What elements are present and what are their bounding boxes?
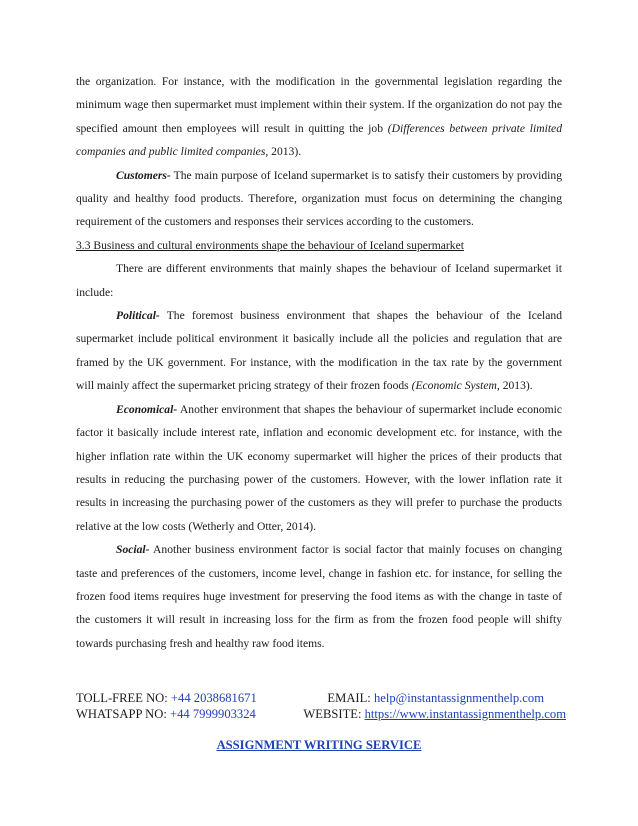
term-political: Political- <box>116 309 160 323</box>
paragraph-economical <box>76 398 562 538</box>
citation-tail: , 2013). <box>265 145 302 159</box>
term-social: Social- <box>116 543 150 557</box>
footer-row-1 <box>76 690 566 706</box>
term-economical: Economical- <box>116 402 178 416</box>
citation: (Economic System, <box>411 379 500 393</box>
tollfree: TOLL-FREE NO: +44 2038681671 <box>76 691 257 705</box>
email: EMAIL: help@instantassignmenthelp.com <box>327 691 544 705</box>
term-customers: Customers- <box>116 168 171 182</box>
tollfree-number[interactable]: +44 2038681671 <box>170 691 257 705</box>
whatsapp: WHATSAPP NO: +44 7999903324 <box>76 707 256 721</box>
service-banner-link[interactable]: ASSIGNMENT WRITING SERVICE <box>216 738 422 752</box>
paragraph-wage <box>76 70 562 164</box>
email-link[interactable]: help@instantassignmenthelp.com <box>373 691 544 705</box>
paragraph-text: The foremost business environment that shapes the behaviour of the Iceland supermarket include political environment it basically include all the policies and regulation that are framed by the UK government. For instance, with the modification in the tax rate by the government will mainly affect the supermarket pricing strategy of their frozen foods <box>76 309 562 393</box>
citation-tail: 2013). <box>499 379 533 393</box>
contact-footer <box>76 690 566 722</box>
body-text <box>76 70 562 655</box>
paragraph-social <box>76 538 562 655</box>
paragraph-intro: There are different environments that mainly shapes the behaviour of Iceland supermarket it include: <box>76 262 562 299</box>
paragraph-customers <box>76 164 562 234</box>
paragraph-text: the organization. For instance, with the modification in the governmental legislation regarding the minimum wage then supermarket must implement within their system. If the organization do not pay the specified amount then employees will result in quitting the job <box>76 75 562 135</box>
footer-row-2 <box>76 706 566 722</box>
paragraph-text: Another environment that shapes the behaviour of supermarket include economic factor it basically include interest rate, inflation and economic development etc. for instance, with the higher inflation rate within the UK economy supermarket will higher the prices of their products that results in reducing the purchasing power of the customers. However, with the lower inflation rate it results in increasing the purchasing power of the customers as they will prefer to purchase the products relative at the low costs (Wetherly and Otter, 2014). <box>76 402 562 533</box>
website: WEBSITE: https://www.instantassignmenthelp.com <box>303 707 566 721</box>
paragraph-text: Another business environment factor is social factor that mainly focuses on changing taste and preferences of the customers, income level, change in fashion etc. for instance, for selling the frozen food items requires huge investment for preserving the food items as with the change in taste of the customers it will result in increasing loss for the firm as from the frozen food people will shifty towards purchasing fresh and healthy raw food items. <box>76 543 562 650</box>
citation: (Differences between private limited companies and public limited companies <box>76 121 563 159</box>
paragraph-text: The main purpose of Iceland supermarket is to satisfy their customers by providing quality and healthy food products. Therefore, organization must focus on determining the changing requirement of the customers and responses their services according to the customers. <box>76 168 562 229</box>
section-heading: 3.3 Business and cultural environments shape the behaviour of Iceland supermarket <box>76 238 464 252</box>
whatsapp-number[interactable]: +44 7999903324 <box>170 707 256 721</box>
website-link[interactable]: https://www.instantassignmenthelp.com <box>364 707 566 721</box>
paragraph-political <box>76 304 562 398</box>
